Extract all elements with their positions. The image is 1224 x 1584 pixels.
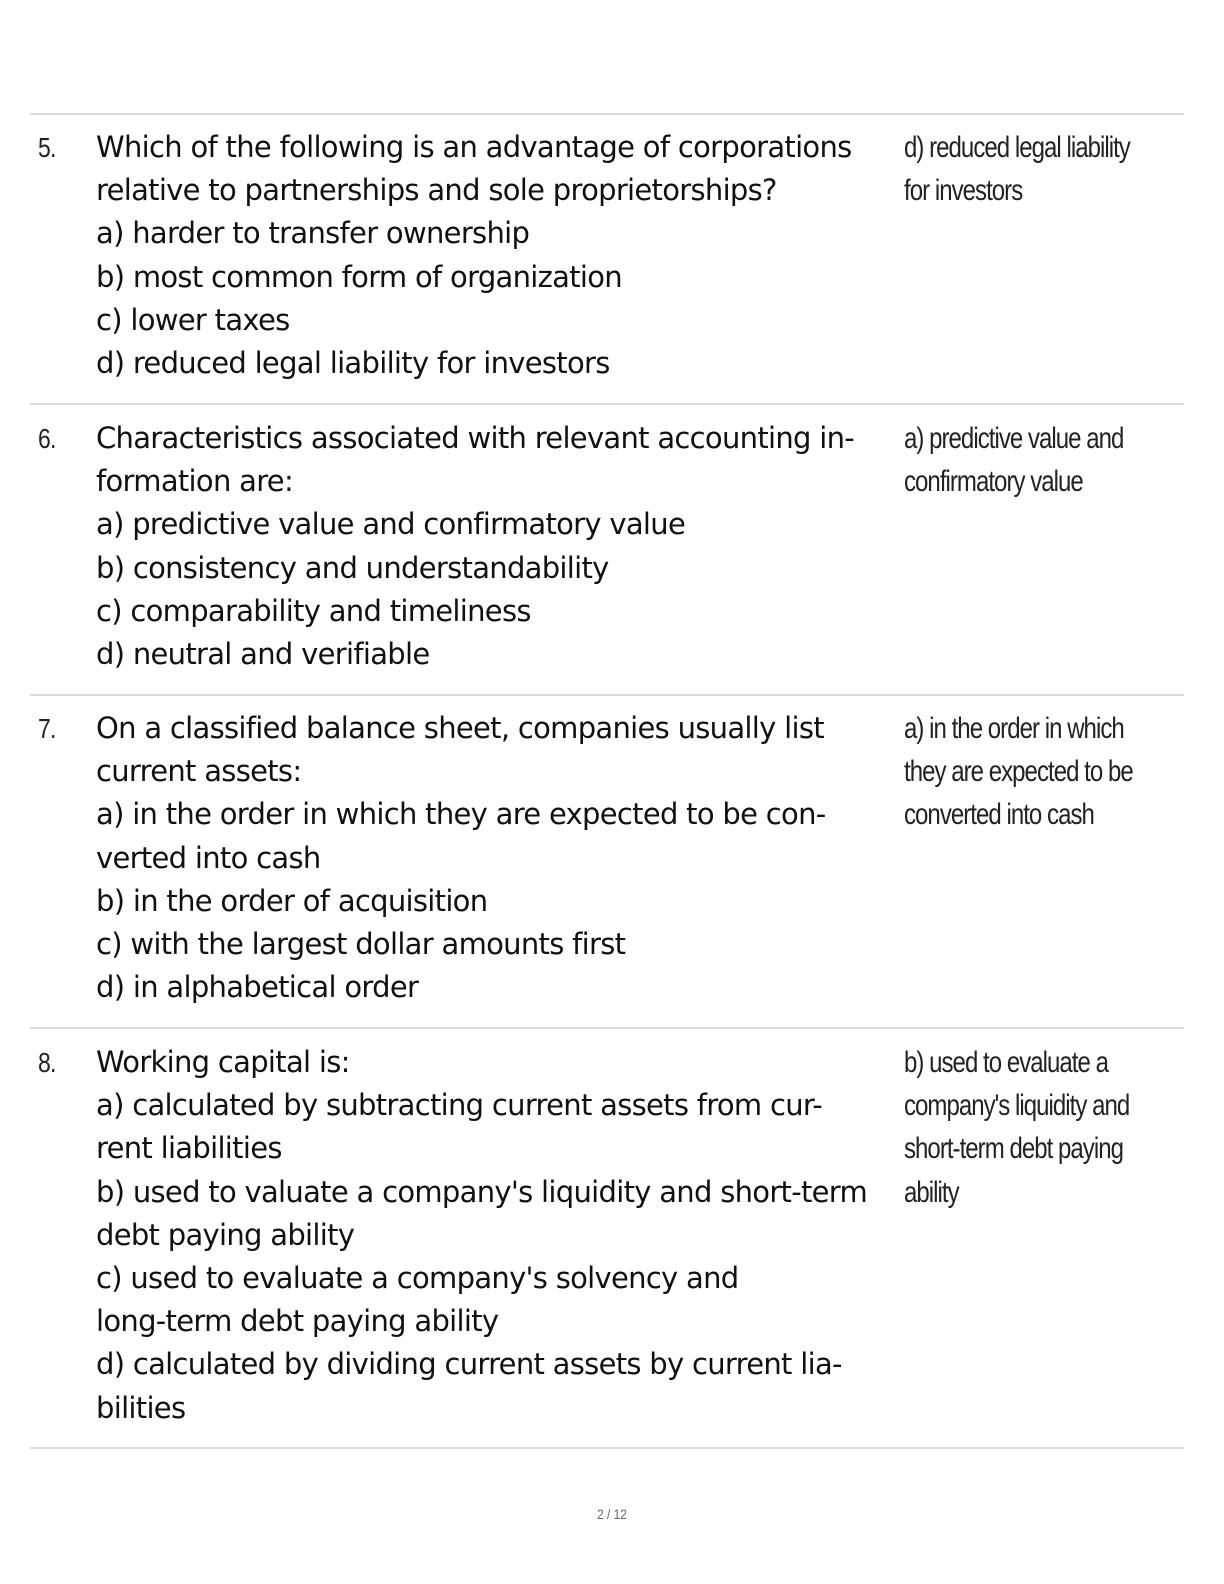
question-number: 5. [38, 132, 56, 163]
question-text: Which of the following is an advantage of corporations relative to partnerships and sole proprietorships? a) harder to transfer ownership b) most common form of organization c) lower taxes d) reduced legal liability for investors [96, 130, 852, 381]
question-number: 7. [38, 713, 56, 744]
page-number: 2 / 12 [597, 1506, 627, 1522]
answer-text: b) used to evaluate a company's liquidity and short-term debt paying ability [904, 1046, 1130, 1209]
answer-text: a) predictive value and confirmatory value [904, 422, 1124, 499]
divider [30, 403, 1184, 405]
divider [30, 694, 1184, 696]
answer-text: d) reduced legal liability for investors [904, 131, 1130, 208]
divider-bottom [30, 1447, 1184, 1449]
question-number: 8. [38, 1047, 56, 1078]
question-text: On a classified balance sheet, companies usually list current assets: a) in the order in which they are expected to be con- verted into cash b) in the order of acquisition c) with the largest dollar amounts first d) in alphabetical order [96, 711, 826, 1005]
question-number: 6. [38, 423, 56, 454]
question-text: Characteristics associated with relevant accounting in- formation are: a) predictive value and confirmatory value b) consistency and understandability c) comparability and timeliness d) neutral and verifiable [96, 421, 855, 672]
divider-top [30, 113, 1184, 115]
divider [30, 1027, 1184, 1029]
question-text: Working capital is: a) calculated by subtracting current assets from cur- rent liabilities b) used to valuate a company's liquidity and short-term debt paying ability c) used to evaluate a company's solvency and long-term debt paying ability d) calculated by dividing current assets by current lia- bilities [96, 1045, 868, 1425]
answer-text: a) in the order in which they are expected to be converted into cash [904, 712, 1133, 832]
